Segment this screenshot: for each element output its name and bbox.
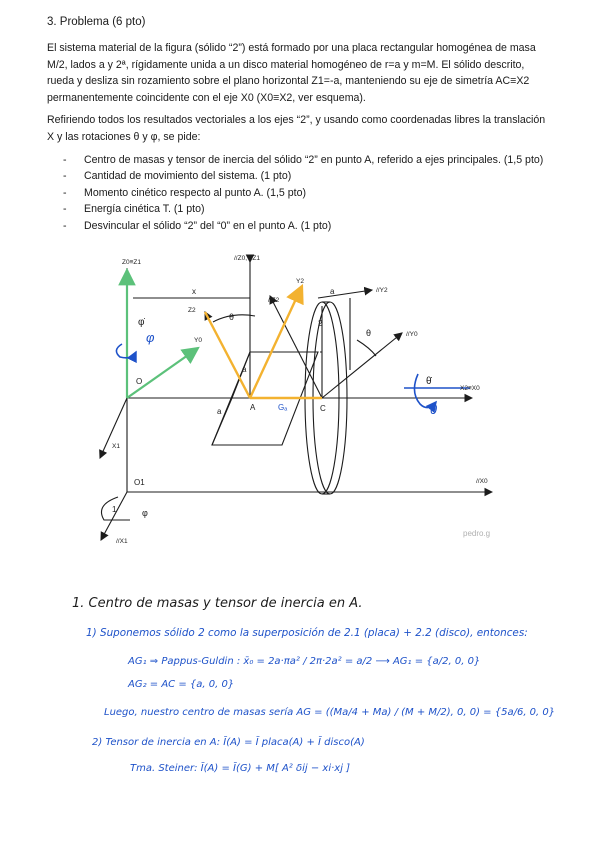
label-phi: φ xyxy=(142,508,148,518)
label-z2: Z2 xyxy=(188,307,196,314)
label-z0-z1: Z0≡Z1 xyxy=(122,259,141,266)
label-point-ga: Gₐ xyxy=(278,403,288,412)
solution-line: Luego, nuestro centro de masas sería AG = ((Ma/4 + Ma) / (M + M/2), 0, 0) = {5a/6, 0, 0} xyxy=(104,707,556,718)
label-a-top: a xyxy=(330,287,335,296)
question-item: - Centro de masas y tensor de inercia del sólido “2” en punto A, referido a ejes principales. (1,5 pto) xyxy=(63,154,544,166)
solution-title: 1. Centro de masas y tensor de inercia en A. xyxy=(72,596,363,611)
label-phi-dot: φ̇ xyxy=(138,317,145,328)
x1-parallel-axis xyxy=(101,492,127,540)
label-a-plate: a xyxy=(217,407,222,416)
label-two: 2 xyxy=(318,319,323,328)
label-one: 1 xyxy=(112,505,117,514)
label-y0: Y0 xyxy=(194,337,202,344)
label-theta-right: θ xyxy=(366,328,372,338)
label-y0-parallel: //Y0 xyxy=(406,331,418,338)
question-item: - Desvincular el sólido “2” del “0” en el punto A. (1 pto) xyxy=(63,219,332,232)
question-text: Centro de masas y tensor de inercia del sólido “2” en punto A, referido a ejes principales. (1,5 pto) xyxy=(84,154,544,166)
problem-instructions: Refiriendo todos los resultados vectoriales a los ejes “2”, y usando como coordenadas libres la translación X y las rotaciones θ y φ, se pide: xyxy=(47,114,546,143)
question-item: - Momento cinético respecto al punto A. (1,5 pto) xyxy=(63,186,307,199)
problem-title: 3. Problema (6 pto) xyxy=(47,16,146,28)
solution-line: 2) Tensor de inercia en A: Ī(A) = Ī placa(A) + Ī disco(A) xyxy=(92,737,365,748)
mechanism-diagram xyxy=(0,248,600,564)
label-theta-blue: θ xyxy=(430,402,438,417)
problem-statement: El sistema material de la figura (sólido “2”) está formado por una placa rectangular homogénea de masa M/2, lados a y 2ª, rígidamente unida a un disco material homogéneo de r=a y m=M. El sólido descrito, rueda y desliza sin rozamiento sobre el plano horizontal Z1=-a, manteniendo su eje de simetría AC≡X2 permanentemente coincidente con el eje X0 (X0≡X2, ver esquema). xyxy=(47,42,536,104)
theta-arc-right xyxy=(357,340,376,356)
question-item: - Cantidad de movimiento del sistema. (1 pto) xyxy=(63,170,292,183)
label-point-c: C xyxy=(320,404,326,413)
label-z2-parallel: //Z2 xyxy=(268,297,280,304)
z2-axis-highlight xyxy=(205,312,250,398)
plate-edge xyxy=(212,398,232,445)
label-phi-blue: φ xyxy=(146,330,155,345)
label-x: x xyxy=(192,287,196,296)
question-item: - Energía cinética T. (1 pto) xyxy=(63,203,205,216)
question-list xyxy=(47,152,557,234)
solution-line: 1) Suponemos sólido 2 como la superposición de 2.1 (placa) + 2.2 (disco), entonces: xyxy=(86,627,528,639)
y2-parallel-axis xyxy=(318,290,372,298)
y0-axis xyxy=(127,348,198,398)
label-a-vertical: a xyxy=(242,365,247,374)
question-text: Desvincular el sólido “2” del “0” en el punto A. (1 pto) xyxy=(84,219,332,232)
label-z0-parallel: //Z0, //Z1 xyxy=(234,255,261,262)
label-theta-left: θ xyxy=(229,312,235,322)
question-text: Cantidad de movimiento del sistema. (1 pto) xyxy=(84,170,292,183)
label-point-a: A xyxy=(250,403,256,412)
label-x0-parallel: //X0 xyxy=(476,478,488,485)
label-x1-parallel: //X1 xyxy=(116,538,128,545)
label-x2-x0: X2≡X0 xyxy=(460,385,480,392)
solution-line: AG₂ = AC = {a, 0, 0} xyxy=(128,679,235,690)
watermark: pedro.g xyxy=(463,529,491,538)
label-theta-dot: θ̇ xyxy=(426,376,432,387)
question-text: Momento cinético respecto al punto A. (1,5 pto) xyxy=(84,186,307,199)
label-y2: Y2 xyxy=(296,278,304,285)
label-y2-parallel: //Y2 xyxy=(376,287,388,294)
solution-line: AG₁ ⇒ Pappus-Guldin : x̄₀ = 2a·πa² / 2π·2a² = a/2 ⟶ AG₁ = {a/2, 0, 0} xyxy=(128,656,481,667)
label-o1: O1 xyxy=(134,478,145,487)
label-x1: X1 xyxy=(112,443,120,450)
label-o: O xyxy=(136,377,143,386)
solution-line: Tma. Steiner: Ī(A) = Ī(G) + M[ A² δij − xi·xj ] xyxy=(130,763,351,774)
question-text: Energía cinética T. (1 pto) xyxy=(84,203,205,216)
